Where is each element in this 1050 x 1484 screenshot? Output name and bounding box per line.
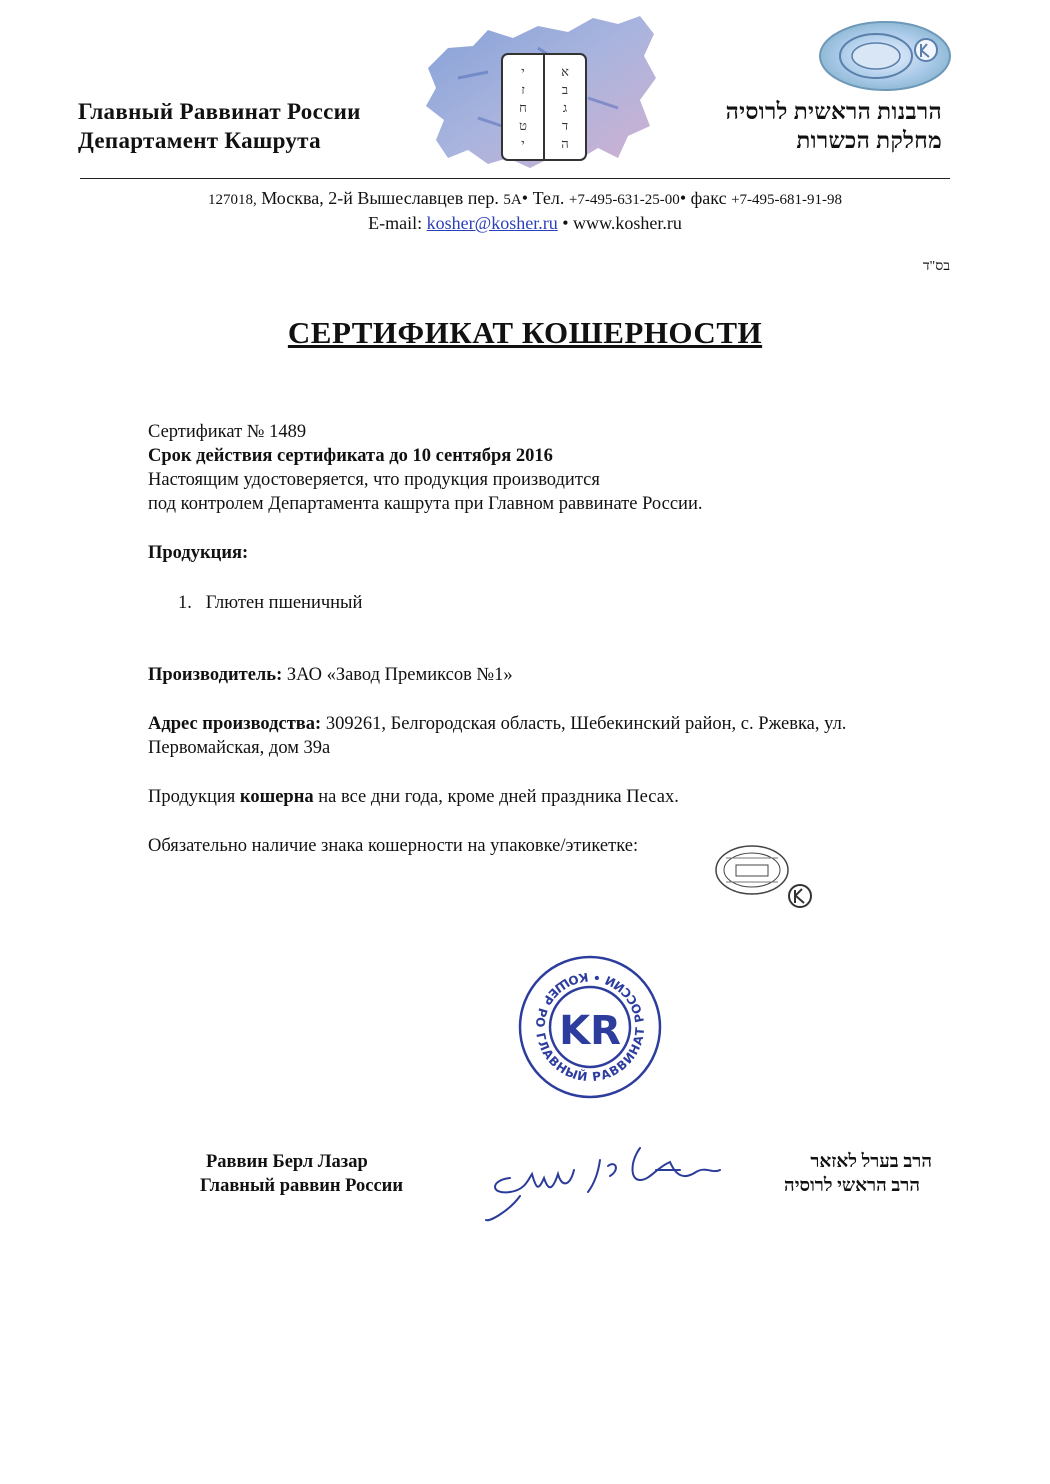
kr-stamp-icon	[515, 952, 665, 1102]
separator-dot: •	[521, 188, 529, 208]
producer-line	[148, 663, 513, 687]
svg-text:ז: ז	[521, 83, 525, 98]
kosher-mark-small	[712, 838, 814, 912]
email-label: E-mail:	[368, 213, 423, 233]
separator-dot: •	[679, 188, 687, 208]
svg-text:י: י	[521, 137, 525, 152]
statement-line2: под контролем Департамента кашрута при Главном раввинате России.	[148, 494, 703, 514]
product-number: 1.	[178, 593, 192, 613]
separator-dot: •	[562, 213, 569, 233]
russia-map-icon	[418, 8, 660, 176]
header-divider	[80, 178, 950, 179]
address-value-line1: 309261, Белгородская область, Шебекинский район, с. Ржевка, ул.	[325, 714, 847, 734]
kosher-suffix: на все дни года, кроме дней праздника Песах.	[313, 787, 679, 807]
website-link[interactable]: www.kosher.ru	[573, 213, 682, 233]
address-value-line2: Первомайская, дом 39а	[148, 738, 331, 758]
production-address-line1	[148, 712, 846, 736]
fax-label: факс	[690, 188, 727, 208]
hologram-seal-icon	[818, 20, 952, 92]
mark-requirement-note: Обязательно наличие знака кошерности на упаковке/этикетке:	[148, 836, 639, 856]
document-title: СЕРТИФИКАТ КОШЕРНОСТИ	[287, 315, 763, 350]
handwritten-signature	[480, 1140, 740, 1225]
certificate-validity: Срок действия сертификата до 10 сентября 2016	[148, 446, 553, 466]
svg-text:ט: ט	[519, 119, 527, 134]
org-name-hebrew-line1: הרבנות הראשית לרוסיה	[725, 99, 942, 124]
signer-name-ru: Раввин Берл Лазар	[206, 1152, 368, 1172]
svg-text:ב: ב	[561, 83, 569, 98]
signer-title-he: הרב הראשי לרוסיה	[784, 1176, 920, 1196]
signer-title-ru: Главный раввин России	[200, 1176, 403, 1196]
kosher-word: кошерна	[239, 787, 314, 807]
producer-label: Производитель:	[148, 665, 283, 685]
org-department-line2: Департамент Кашрута	[78, 128, 321, 153]
russia-map-emblem	[418, 8, 660, 176]
kosher-statement	[148, 785, 679, 809]
certificate-number: Сертификат № 1489	[148, 422, 307, 442]
product-name: Глютен пшеничный	[205, 593, 363, 613]
org-name-hebrew	[726, 97, 942, 155]
producer-name: ЗАО «Завод Премиксов №1»	[286, 665, 513, 685]
svg-text:ה: ה	[561, 137, 569, 152]
address-label: Адрес производства:	[148, 714, 322, 734]
svg-text:ГЛАВНЫЙ РАВВИНАТ РОССИИ • КОШЕ: ГЛАВНЫЙ РАВВИНАТ РОССИИ • КОШЕР РО	[532, 969, 648, 1085]
phone-number: +7-495-631-25-00	[568, 192, 680, 208]
fax-number: +7-495-681-91-98	[731, 192, 843, 208]
email-web-line	[0, 213, 1050, 234]
hologram-seal	[818, 20, 952, 92]
svg-text:ג: ג	[562, 101, 568, 116]
signature-icon	[480, 1140, 740, 1225]
phone-label: Тел.	[532, 188, 565, 208]
svg-text:KR: KR	[559, 1008, 621, 1054]
products-label: Продукция:	[148, 543, 249, 563]
kosher-prefix: Продукция	[148, 787, 236, 807]
svg-text:א: א	[561, 65, 569, 80]
kr-stamp	[515, 952, 665, 1102]
org-name-hebrew-line2: מחלקת הכשרות	[796, 128, 942, 153]
address-building: 5А	[503, 192, 522, 208]
org-name-line1: Главный Раввинат России	[78, 99, 361, 124]
bsd-mark: בס"ד	[922, 259, 950, 274]
kosher-mark-icon	[712, 838, 814, 912]
svg-text:ח: ח	[519, 101, 527, 116]
address-index: 127018,	[207, 192, 257, 208]
list-item	[178, 591, 362, 615]
email-link[interactable]: kosher@kosher.ru	[426, 213, 558, 233]
address-street: Москва, 2-й Вышеславцев пер.	[261, 188, 499, 208]
svg-text:ד: ד	[561, 119, 569, 134]
signer-name-he: הרב בערל לאזאר	[810, 1152, 932, 1172]
svg-text:י: י	[521, 65, 525, 80]
org-name-russian	[78, 97, 361, 155]
statement-line1: Настоящим удостоверяется, что продукция производится	[148, 470, 600, 490]
address-line	[0, 188, 1050, 209]
